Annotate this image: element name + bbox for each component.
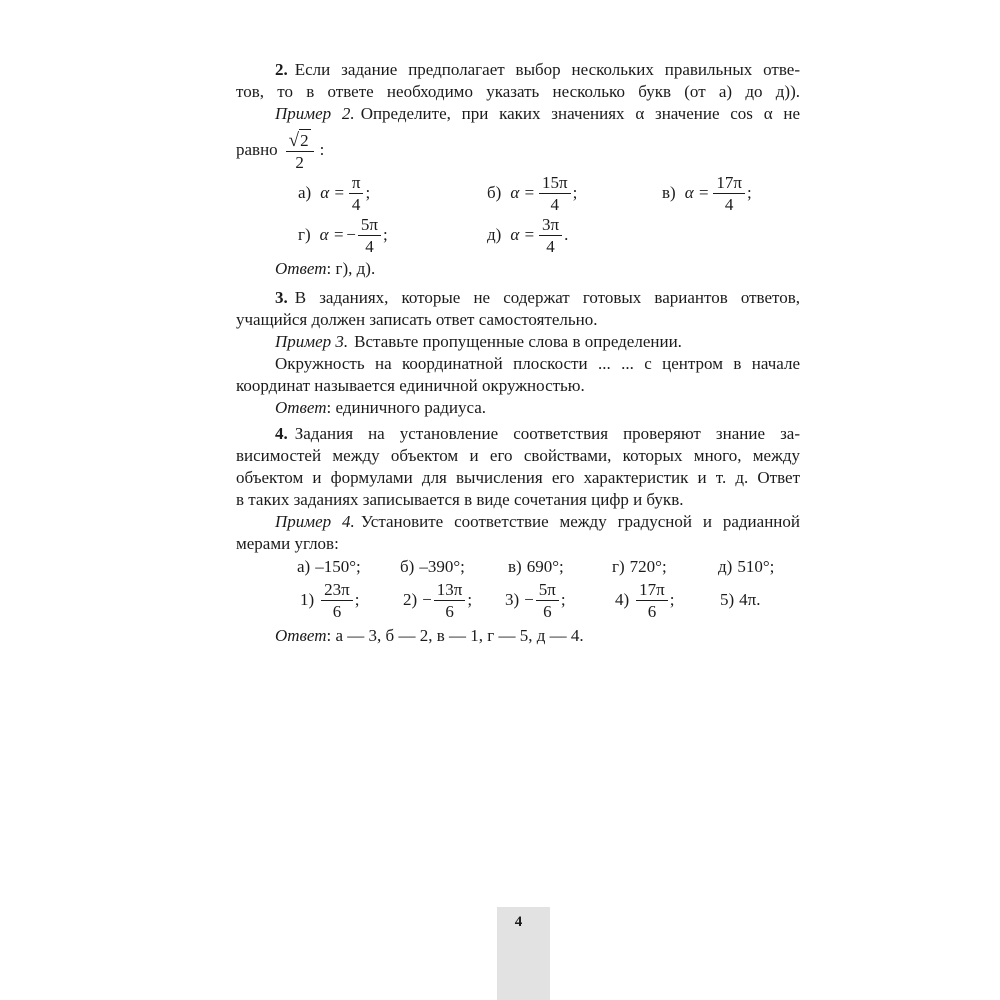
item-2-line-1 — [236, 59, 800, 81]
degree-item-a — [297, 556, 361, 578]
item-label: д) — [718, 557, 733, 576]
fraction-numerator: 13π — [436, 579, 463, 599]
item-4-line-3 — [236, 467, 800, 489]
fraction-denominator: 6 — [321, 600, 353, 621]
item-label: 1) — [300, 590, 315, 609]
fraction-denominator: 6 — [434, 600, 466, 621]
example-3-label: Пример 3. — [275, 332, 349, 351]
ravno-word: равно — [236, 140, 278, 159]
minus-sign: − — [346, 225, 356, 244]
fraction-numerator: 5π — [360, 214, 378, 234]
example-3-answer — [236, 397, 800, 419]
fraction-numerator — [286, 129, 314, 151]
tail: ; — [572, 183, 578, 202]
degree-item-g — [612, 556, 667, 578]
answer-label: Ответ — [275, 398, 327, 417]
fraction-numerator: 15π — [541, 172, 568, 192]
degree-value: 690°; — [526, 557, 564, 576]
example-2-formula-line — [236, 127, 800, 173]
minus-sign: − — [422, 590, 432, 609]
fraction-denominator: 4 — [358, 235, 381, 256]
example-4-answer — [236, 625, 800, 647]
item-4-text-3: объектом и формулами для вычисления его характеристик и т. д. Ответ — [236, 468, 800, 487]
item-label: б) — [400, 557, 415, 576]
tail: ; — [467, 590, 473, 609]
option-label: в) — [662, 183, 676, 202]
fraction-denominator: 4 — [713, 193, 745, 214]
item-label: а) — [297, 557, 311, 576]
page-content — [236, 59, 800, 647]
radicand: 2 — [300, 130, 309, 150]
item-label: 5) — [720, 590, 735, 609]
tail: ; — [365, 183, 371, 202]
fraction-numerator: 17π — [716, 172, 742, 192]
fraction-denominator: 4 — [349, 193, 364, 214]
answer-label: Ответ — [275, 259, 327, 278]
colon: : — [319, 140, 325, 159]
example-4-label: Пример 4. — [275, 512, 355, 531]
example-4-text-1: Установите соответствие между градусной и радианной — [360, 512, 800, 531]
page-footer-bar — [497, 907, 550, 1000]
definition-text-2: координат называется единичной окружностью. — [236, 376, 585, 395]
option-label: г) — [298, 225, 311, 244]
page-number: 4 — [514, 914, 523, 930]
fraction-denominator: 6 — [636, 600, 668, 621]
fraction-numerator: 23π — [324, 579, 350, 599]
item-2-line-2 — [236, 81, 800, 103]
option-v — [662, 173, 752, 213]
fraction-denominator: 2 — [286, 151, 314, 172]
fraction — [358, 215, 381, 256]
option-g — [298, 213, 388, 257]
fraction — [434, 580, 466, 621]
fraction — [539, 173, 571, 214]
fraction-numerator: 3π — [541, 214, 560, 234]
example-2-options-row-1 — [236, 173, 800, 213]
item-2-text-2: тов, то в ответе необходимо указать несколько букв (от а) до д)). — [236, 82, 800, 101]
fraction — [636, 580, 668, 621]
item-3-line-2 — [236, 309, 800, 331]
item-3-number: 3. — [275, 288, 288, 307]
fraction-denominator: 4 — [539, 193, 571, 214]
definition-line-1 — [236, 353, 800, 375]
radical-sign: √ — [288, 129, 300, 151]
sqrt2-over-2-fraction — [286, 129, 314, 172]
definition-text-1: Окружность на координатной плоскости ... ... с центром в начале — [275, 354, 800, 373]
item-4-line-1 — [236, 423, 800, 445]
item-label: 3) — [505, 590, 520, 609]
example-2-text: Определите, при каких значениях α значение cos α не — [360, 104, 800, 123]
degree-item-b — [400, 556, 465, 578]
alpha-equals: α = — [510, 225, 535, 244]
option-label: а) — [298, 183, 312, 202]
item-2-number: 2. — [275, 60, 288, 79]
example-4-degrees-row — [236, 556, 800, 578]
option-b — [487, 173, 577, 213]
item-label: 4) — [615, 590, 630, 609]
item-4-text-4: в таких заданиях записывается в виде сочетания цифр и букв. — [236, 490, 684, 509]
example-3-intro-line — [236, 331, 800, 353]
answer-text: : г), д). — [326, 259, 376, 278]
fraction-denominator: 6 — [536, 600, 559, 621]
alpha-equals: α = — [319, 225, 345, 244]
alpha-equals: α = — [320, 183, 345, 202]
item-3-text-1: В заданиях, которые не содержат готовых вариантов ответов, — [294, 288, 800, 307]
fraction — [349, 173, 364, 214]
item-4-number: 4. — [275, 424, 288, 443]
radian-item-5 — [720, 578, 761, 622]
item-2-text-1: Если задание предполагает выбор нескольких правильных отве- — [294, 60, 800, 79]
alpha-equals: α = — [510, 183, 535, 202]
example-4-text-2: мерами углов: — [236, 534, 339, 553]
option-d — [487, 213, 568, 257]
fraction-numerator: 17π — [639, 579, 665, 599]
item-label: в) — [508, 557, 522, 576]
tail: ; — [354, 590, 360, 609]
fraction — [536, 580, 559, 621]
radian-item-4 — [615, 578, 675, 622]
answer-text: : единичного радиуса. — [326, 398, 487, 417]
radian-item-2 — [403, 578, 472, 622]
item-3-line-1 — [236, 287, 800, 309]
tail: ; — [560, 590, 566, 609]
example-2-options-row-2 — [236, 213, 800, 257]
degree-item-d — [718, 556, 774, 578]
item-label: 2) — [403, 590, 418, 609]
fraction — [713, 173, 745, 214]
item-4-text-2: висимостей между объектом и его свойствами, которых много, между — [236, 446, 800, 465]
definition-line-2 — [236, 375, 800, 397]
example-4-radians-row — [236, 578, 800, 622]
tail: ; — [382, 225, 388, 244]
alpha-equals: α = — [684, 183, 710, 202]
example-2-intro-line — [236, 103, 800, 125]
radian-item-1 — [300, 578, 360, 622]
tail: ; — [669, 590, 675, 609]
item-4-line-2 — [236, 445, 800, 467]
example-4-intro-line-2 — [236, 533, 800, 555]
degree-value: 510°; — [737, 557, 775, 576]
option-label: б) — [487, 183, 502, 202]
fraction-numerator: 5π — [538, 579, 556, 599]
fraction-denominator: 4 — [539, 235, 562, 256]
item-label: г) — [612, 557, 625, 576]
degree-item-v — [508, 556, 564, 578]
radian-item-3 — [505, 578, 566, 622]
answer-label: Ответ — [275, 626, 327, 645]
item-4-text-1: Задания на установление соответствия проверяют знание за- — [294, 424, 800, 443]
example-2-answer — [236, 258, 800, 280]
fraction — [321, 580, 353, 621]
radian-value: 4π. — [739, 590, 761, 609]
fraction — [539, 215, 562, 256]
degree-value: 720°; — [629, 557, 667, 576]
example-3-text: Вставьте пропущенные слова в определении. — [354, 332, 682, 351]
tail: ; — [746, 183, 752, 202]
option-label: д) — [487, 225, 502, 244]
example-4-intro-line-1 — [236, 511, 800, 533]
minus-sign: − — [524, 590, 534, 609]
degree-value: –390°; — [419, 557, 465, 576]
fraction-numerator: π — [351, 172, 361, 192]
option-a — [298, 173, 370, 213]
item-4-line-4 — [236, 489, 800, 511]
item-3-text-2: учащийся должен записать ответ самостоятельно. — [236, 310, 598, 329]
tail: . — [564, 225, 569, 244]
answer-text: : а — 3, б — 2, в — 1, г — 5, д — 4. — [326, 626, 584, 645]
example-2-label: Пример 2. — [275, 104, 355, 123]
degree-value: –150°; — [315, 557, 361, 576]
